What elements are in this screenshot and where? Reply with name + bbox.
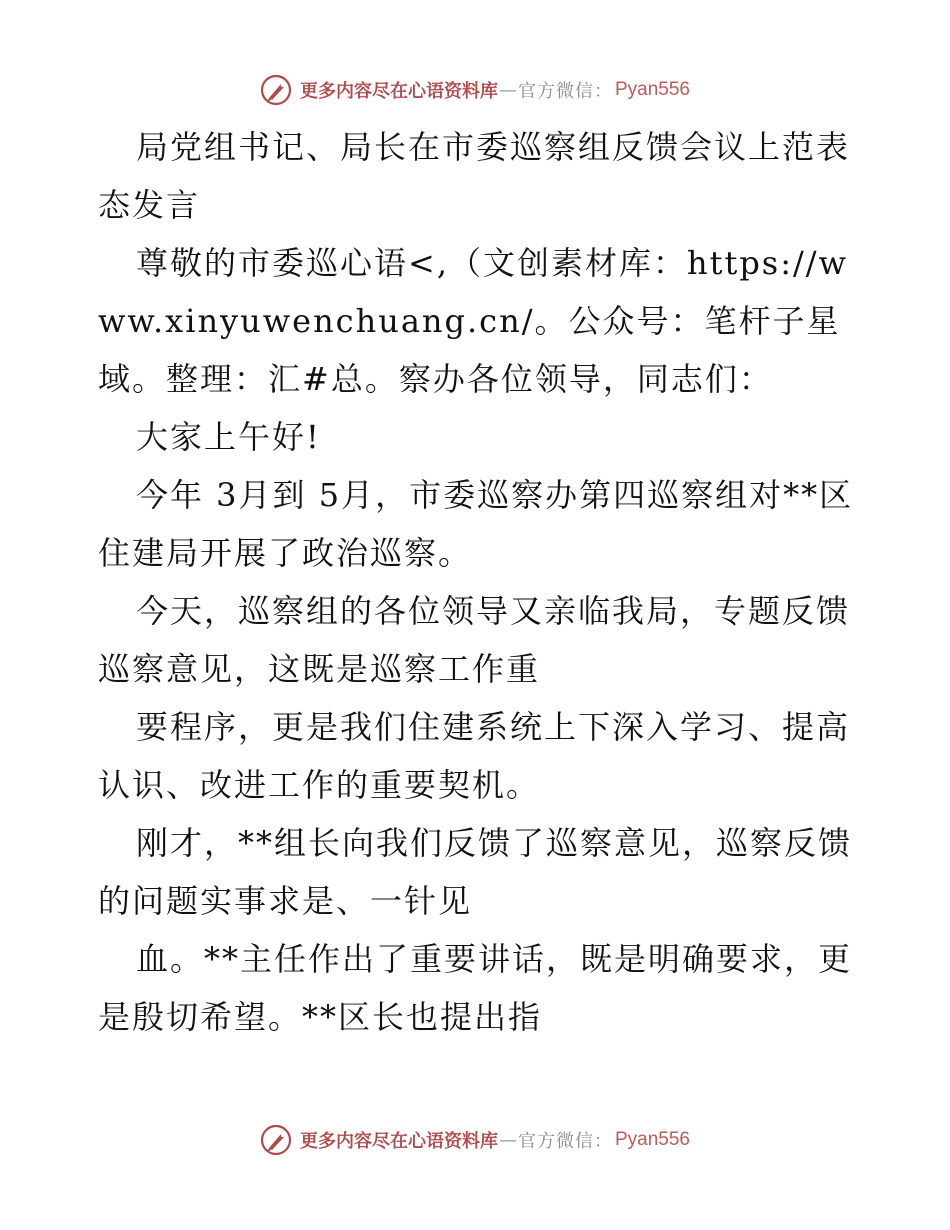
pen-logo-icon bbox=[260, 74, 292, 106]
banner-wechat-id: Pyan556 bbox=[614, 1129, 690, 1150]
paragraph: 今年 3月到 5月，市委巡察办第四巡察组对**区住建局开展了政治巡察。 bbox=[98, 476, 854, 572]
banner-main-text: 更多内容尽在心语资料库 bbox=[299, 1131, 498, 1152]
banner-official-label: 官方微信： bbox=[517, 81, 613, 102]
paragraph: 今天，巡察组的各位领导又亲临我局，专题反馈巡察意见，这既是巡察工作重 bbox=[98, 592, 851, 688]
banner-dash: — bbox=[498, 1129, 517, 1151]
footer-banner bbox=[0, 1120, 950, 1160]
paragraph-greeting: 大家上午好! bbox=[136, 418, 321, 456]
pen-logo-icon bbox=[260, 1124, 292, 1156]
paragraph: 刚才，**组长向我们反馈了巡察意见，巡察反馈的问题实事求是、一针见 bbox=[98, 824, 853, 920]
header-banner bbox=[0, 70, 950, 110]
paragraph: 血。**主任作出了重要讲话，既是明确要求，更是殷切希望。**区长也提出指 bbox=[98, 940, 853, 1036]
paragraph-salutation: 尊敬的市委巡心语<,（文创素材库：https://www.xinyuwenchuang.cn/。公众号：笔杆子星域。整理：汇#总。察办各位领导，同志们： bbox=[98, 244, 848, 398]
document-body bbox=[98, 118, 858, 1046]
paragraph: 要程序，更是我们住建系统上下深入学习、提高认识、改进工作的重要契机。 bbox=[98, 708, 851, 804]
document-title: 局党组书记、局长在市委巡察组反馈会议上范表态发言 bbox=[98, 128, 851, 224]
banner-wechat-id: Pyan556 bbox=[614, 79, 690, 100]
banner-main-text: 更多内容尽在心语资料库 bbox=[299, 81, 498, 102]
banner-dash: — bbox=[498, 79, 517, 101]
banner-official-label: 官方微信： bbox=[517, 1131, 613, 1152]
